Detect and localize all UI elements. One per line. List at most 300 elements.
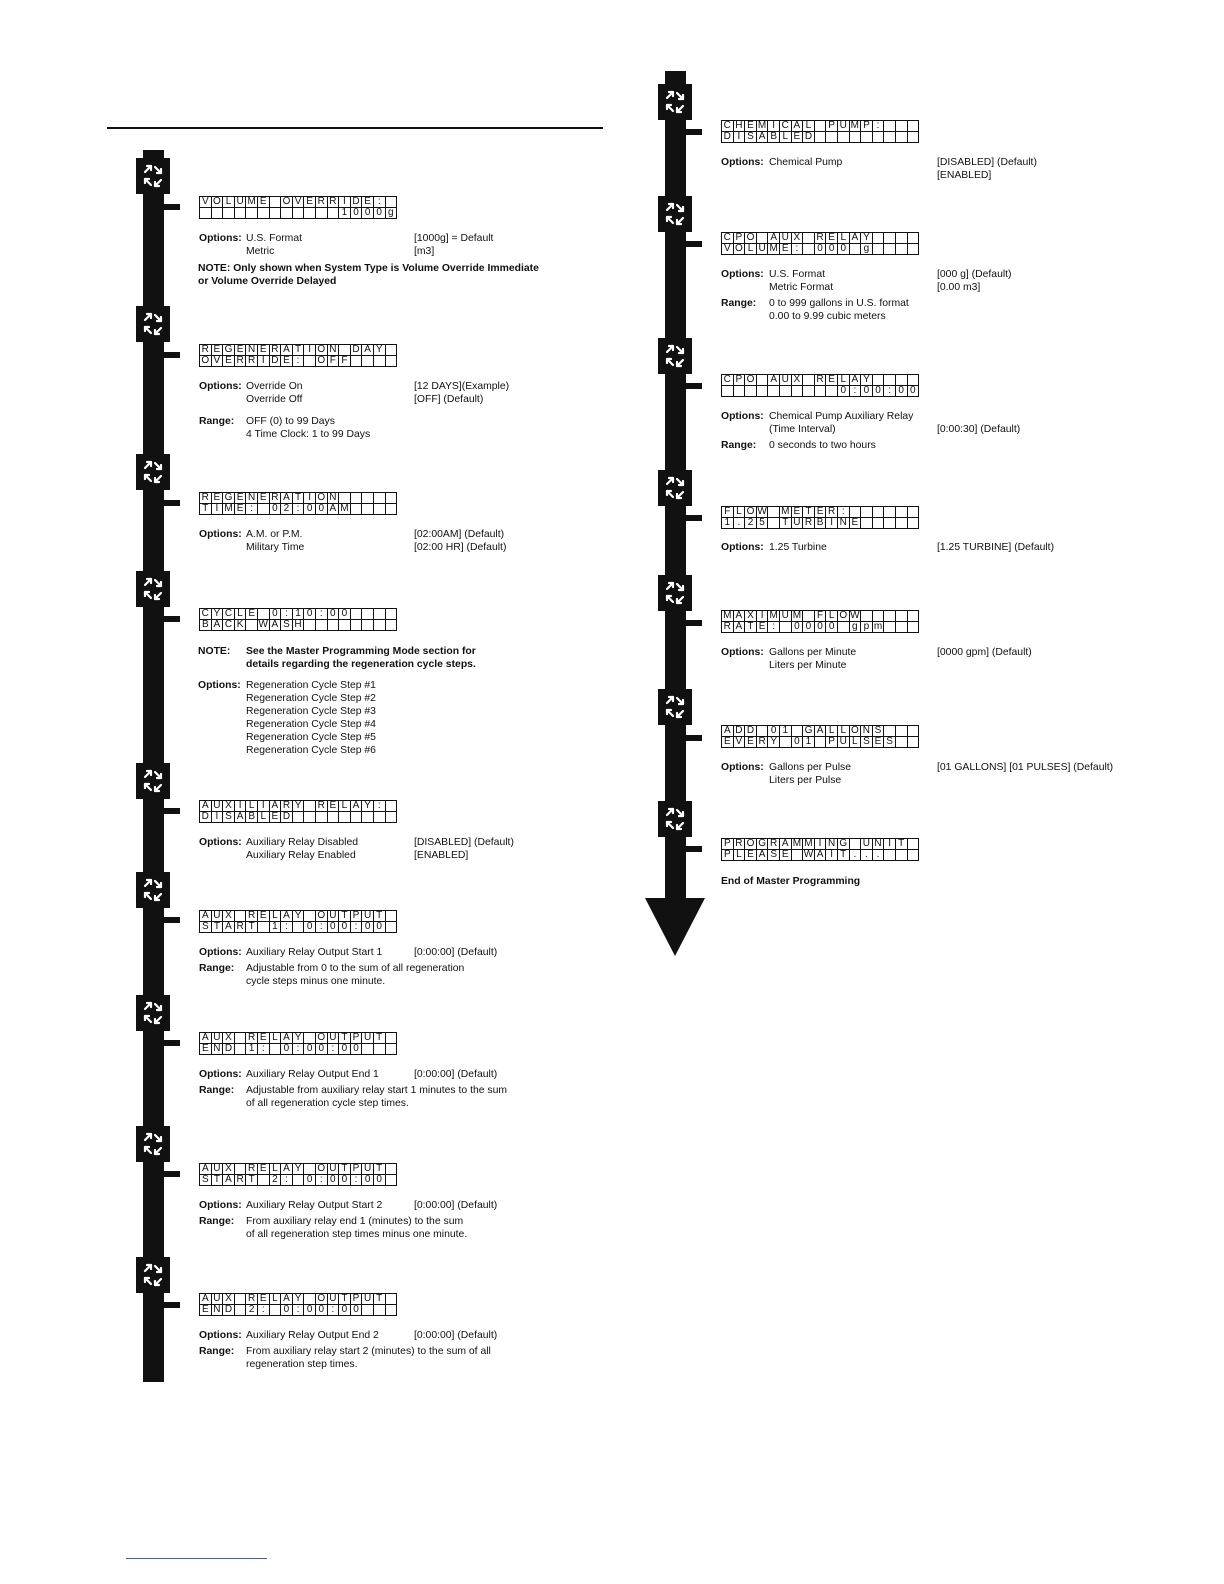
lcd-cell bbox=[385, 1294, 397, 1305]
lcd-cell bbox=[234, 1044, 246, 1055]
lcd-cell: E bbox=[234, 504, 246, 515]
lcd-cell bbox=[895, 850, 907, 861]
lcd-cell: U bbox=[362, 1033, 374, 1044]
lcd-cell bbox=[907, 244, 919, 255]
lcd-cell: T bbox=[292, 345, 304, 356]
lcd-cell: I bbox=[211, 812, 223, 823]
lcd-cell: B bbox=[814, 518, 826, 529]
range-text: OFF (0) to 99 Days bbox=[246, 416, 335, 427]
lcd-cell bbox=[362, 812, 374, 823]
lcd-cell: A bbox=[814, 726, 826, 737]
lcd-cell bbox=[884, 507, 896, 518]
lcd-cell: 0 bbox=[315, 1305, 327, 1316]
lcd-cell: E bbox=[257, 345, 269, 356]
lcd-cell: R bbox=[315, 197, 327, 208]
lcd-cell: W bbox=[757, 506, 767, 517]
lcd-cell: A bbox=[849, 233, 861, 244]
lcd-display bbox=[199, 1293, 397, 1316]
lcd-cell: Y bbox=[861, 233, 873, 244]
lcd-cell bbox=[362, 1305, 374, 1316]
option-item: Auxiliary Relay Disabled bbox=[246, 837, 359, 848]
lcd-row bbox=[200, 922, 397, 933]
lcd-cell bbox=[884, 244, 896, 255]
lcd-cell bbox=[907, 132, 919, 143]
lcd-cell: U bbox=[327, 1294, 339, 1305]
lcd-cell: T bbox=[339, 1033, 351, 1044]
lcd-cell bbox=[269, 1044, 281, 1055]
lcd-cell: S bbox=[768, 850, 780, 861]
lcd-cell bbox=[385, 1175, 397, 1186]
lcd-cell: R bbox=[234, 356, 246, 367]
lcd-cell: R bbox=[246, 1164, 258, 1175]
option-item: Gallons per Pulse bbox=[769, 762, 852, 773]
option-value: [1000g] = Default bbox=[414, 233, 494, 244]
lcd-cell: A bbox=[733, 622, 745, 633]
lcd-cell bbox=[791, 386, 803, 397]
option-item: U.S. Format bbox=[769, 269, 826, 280]
lcd-cell: U bbox=[362, 1294, 374, 1305]
lcd-cell: T bbox=[211, 1175, 223, 1186]
lcd-cell: L bbox=[837, 726, 849, 737]
lcd-cell: L bbox=[837, 375, 849, 386]
lcd-cell: 2 bbox=[281, 504, 293, 515]
lcd-cell: N bbox=[327, 493, 339, 504]
lcd-cell bbox=[373, 812, 385, 823]
range-label: Range: bbox=[721, 298, 757, 309]
option-value: [0:00:00] (Default) bbox=[414, 1069, 498, 1080]
lcd-cell: E bbox=[234, 493, 246, 504]
lcd-cell: P bbox=[733, 375, 745, 386]
lcd-cell: E bbox=[826, 233, 838, 244]
lcd-row bbox=[200, 1033, 397, 1044]
lcd-cell: D bbox=[223, 1305, 235, 1316]
lcd-row bbox=[200, 493, 397, 504]
lcd-cell: F bbox=[722, 507, 734, 518]
option-item: Military Time bbox=[246, 542, 305, 553]
lcd-cell: O bbox=[839, 610, 848, 621]
lcd-cell: A bbox=[756, 850, 768, 861]
lcd-cell: U bbox=[211, 1294, 223, 1305]
lcd-cell bbox=[362, 493, 374, 504]
lcd-cell bbox=[907, 611, 919, 622]
lcd-cell bbox=[373, 1044, 385, 1055]
lcd-cell: 1 bbox=[339, 208, 351, 219]
option-value: [0000 gpm] (Default) bbox=[937, 647, 1032, 658]
lcd-cell bbox=[884, 611, 896, 622]
lcd-cell bbox=[257, 609, 269, 620]
lcd-cell: G bbox=[839, 838, 848, 849]
lcd-cell: C bbox=[223, 609, 235, 620]
note-text: See the Master Programming Mode section for bbox=[246, 646, 476, 657]
lcd-cell: M bbox=[224, 503, 233, 514]
lcd-cell: : bbox=[768, 622, 780, 633]
lcd-row bbox=[200, 1294, 397, 1305]
lcd-cell: : bbox=[872, 121, 884, 132]
lcd-cell bbox=[895, 121, 907, 132]
lcd-cell bbox=[385, 1164, 397, 1175]
lcd-row bbox=[200, 504, 397, 515]
lcd-cell: p bbox=[861, 622, 873, 633]
lcd-cell: T bbox=[246, 922, 258, 933]
lcd-cell: : bbox=[292, 1305, 304, 1316]
lcd-cell: E bbox=[257, 1033, 269, 1044]
lcd-cell: Y bbox=[292, 1164, 304, 1175]
lcd-row bbox=[722, 244, 919, 255]
lcd-cell: E bbox=[223, 356, 235, 367]
lcd-cell bbox=[339, 812, 351, 823]
lcd-cell: Y bbox=[292, 801, 304, 812]
option-item: Regeneration Cycle Step #5 bbox=[246, 732, 376, 743]
cycle-arrows-icon bbox=[136, 454, 170, 490]
lcd-cell: : bbox=[315, 609, 327, 620]
lcd-cell: N bbox=[327, 345, 339, 356]
lcd-row bbox=[722, 737, 919, 748]
lcd-cell bbox=[362, 1044, 374, 1055]
lcd-cell: R bbox=[269, 493, 281, 504]
lcd-cell bbox=[385, 801, 397, 812]
option-item: Regeneration Cycle Step #1 bbox=[246, 680, 376, 691]
lcd-row bbox=[200, 208, 397, 219]
lcd-cell bbox=[373, 620, 385, 631]
lcd-cell bbox=[803, 386, 815, 397]
option-value: [0:00:00] (Default) bbox=[414, 1330, 498, 1341]
option-value: [12 DAYS](Example) bbox=[414, 381, 510, 392]
lcd-cell bbox=[327, 812, 339, 823]
option-item: Chemical Pump Auxiliary Relay bbox=[769, 411, 914, 422]
range-text: From auxiliary relay end 1 (minutes) to the sum bbox=[246, 1216, 464, 1227]
range-text: Adjustable from auxiliary relay start 1 minutes to the sum bbox=[246, 1085, 508, 1096]
lcd-cell: D bbox=[350, 197, 362, 208]
lcd-row bbox=[200, 812, 397, 823]
lcd-cell bbox=[756, 386, 768, 397]
options-label: Options: bbox=[199, 1069, 242, 1080]
lcd-display bbox=[199, 196, 397, 219]
lcd-cell bbox=[269, 197, 281, 208]
option-item: Regeneration Cycle Step #2 bbox=[246, 693, 376, 704]
lcd-cell bbox=[292, 812, 304, 823]
lcd-cell bbox=[350, 504, 362, 515]
lcd-cell: R bbox=[814, 233, 826, 244]
option-value: [DISABLED] (Default) bbox=[414, 837, 514, 848]
lcd-cell: 1 bbox=[779, 726, 791, 737]
lcd-cell: 0 bbox=[327, 1175, 339, 1186]
lcd-cell: P bbox=[722, 839, 734, 850]
lcd-row bbox=[722, 850, 919, 861]
lcd-cell bbox=[884, 518, 896, 529]
options-label: Options: bbox=[199, 529, 242, 540]
lcd-cell bbox=[304, 1033, 316, 1044]
lcd-cell: A bbox=[200, 1164, 212, 1175]
lcd-cell: D bbox=[803, 132, 815, 143]
lcd-cell: P bbox=[350, 911, 362, 922]
lcd-row bbox=[722, 518, 919, 529]
lcd-row bbox=[722, 233, 919, 244]
lcd-cell bbox=[385, 1033, 397, 1044]
lcd-cell: S bbox=[872, 726, 884, 737]
lcd-cell bbox=[257, 208, 269, 219]
lcd-cell bbox=[907, 622, 919, 633]
note-text: or Volume Override Delayed bbox=[198, 276, 337, 287]
lcd-cell bbox=[907, 375, 919, 386]
lcd-cell bbox=[849, 244, 861, 255]
lcd-row bbox=[200, 197, 397, 208]
lcd-cell: 2 bbox=[269, 1175, 281, 1186]
lcd-cell: : bbox=[257, 1044, 269, 1055]
lcd-cell: g bbox=[861, 244, 873, 255]
lcd-cell: R bbox=[200, 493, 212, 504]
lcd-cell: T bbox=[373, 1164, 385, 1175]
lcd-cell bbox=[234, 1305, 246, 1316]
lcd-cell: G bbox=[804, 725, 813, 736]
section-rule bbox=[107, 127, 603, 129]
cycle-arrows-icon bbox=[658, 338, 692, 374]
option-value: [0.00 m3] bbox=[937, 282, 981, 293]
range-text: 0 to 999 gallons in U.S. format bbox=[769, 298, 909, 309]
range-text: 0 seconds to two hours bbox=[769, 440, 876, 451]
lcd-cell: F bbox=[327, 356, 339, 367]
lcd-cell: I bbox=[211, 504, 223, 515]
lcd-cell: Y bbox=[292, 911, 304, 922]
lcd-cell: E bbox=[791, 132, 803, 143]
lcd-cell: R bbox=[281, 801, 293, 812]
lcd-cell bbox=[814, 737, 826, 748]
lcd-cell: U bbox=[327, 1033, 339, 1044]
lcd-cell: L bbox=[269, 1033, 281, 1044]
lcd-cell: O bbox=[735, 243, 743, 254]
lcd-cell: Y bbox=[362, 801, 374, 812]
lcd-row bbox=[200, 1044, 397, 1055]
lcd-cell bbox=[837, 132, 849, 143]
lcd-cell bbox=[257, 922, 269, 933]
lcd-cell: A bbox=[200, 801, 212, 812]
option-value: [m3] bbox=[414, 246, 435, 257]
lcd-cell bbox=[339, 345, 351, 356]
lcd-cell bbox=[385, 911, 397, 922]
lcd-cell: T bbox=[373, 1033, 385, 1044]
lcd-cell: O bbox=[746, 232, 755, 243]
option-item: 1.25 Turbine bbox=[769, 542, 827, 553]
range-text: of all regeneration step times minus one minute. bbox=[246, 1229, 468, 1240]
lcd-cell: I bbox=[826, 850, 838, 861]
lcd-cell: 0 bbox=[362, 922, 374, 933]
lcd-cell: T bbox=[837, 850, 849, 861]
range-label: Range: bbox=[199, 963, 235, 974]
lcd-cell bbox=[884, 132, 896, 143]
lcd-cell bbox=[269, 208, 281, 219]
step-connector bbox=[164, 1302, 180, 1308]
lcd-row bbox=[722, 386, 919, 397]
lcd-cell: P bbox=[350, 1164, 362, 1175]
lcd-cell: L bbox=[223, 197, 235, 208]
lcd-cell: E bbox=[791, 507, 803, 518]
lcd-cell bbox=[292, 208, 304, 219]
lcd-row bbox=[200, 911, 397, 922]
step-connector bbox=[686, 735, 702, 741]
cycle-arrows-icon bbox=[136, 872, 170, 908]
lcd-cell: M bbox=[850, 120, 859, 131]
lcd-cell: E bbox=[722, 737, 734, 748]
step-connector bbox=[164, 808, 180, 814]
lcd-display bbox=[199, 800, 397, 823]
option-value: [02:00AM] (Default) bbox=[414, 529, 505, 540]
lcd-cell: D bbox=[269, 356, 281, 367]
lcd-cell: . bbox=[849, 850, 861, 861]
lcd-cell: m bbox=[873, 621, 883, 632]
lcd-cell: 5 bbox=[756, 518, 768, 529]
lcd-cell bbox=[373, 609, 385, 620]
lcd-cell bbox=[895, 244, 907, 255]
lcd-cell bbox=[362, 504, 374, 515]
lcd-cell bbox=[803, 611, 815, 622]
lcd-cell: W bbox=[258, 619, 268, 630]
lcd-cell: : bbox=[350, 922, 362, 933]
lcd-cell: D bbox=[200, 812, 212, 823]
lcd-cell: E bbox=[826, 375, 838, 386]
lcd-cell: D bbox=[350, 345, 362, 356]
options-label: Options: bbox=[199, 381, 242, 392]
lcd-cell: 2 bbox=[246, 1305, 258, 1316]
lcd-cell: P bbox=[826, 121, 838, 132]
lcd-cell: N bbox=[246, 493, 258, 504]
options-label: Options: bbox=[721, 411, 764, 422]
lcd-cell: Y bbox=[292, 1294, 304, 1305]
lcd-cell: A bbox=[234, 812, 246, 823]
lcd-cell bbox=[292, 1175, 304, 1186]
option-item: Auxiliary Relay Output End 2 bbox=[246, 1330, 379, 1341]
lcd-cell: X bbox=[223, 1294, 235, 1305]
note-label: NOTE: bbox=[198, 646, 231, 657]
lcd-cell: A bbox=[849, 375, 861, 386]
lcd-cell: P bbox=[350, 1033, 362, 1044]
lcd-cell bbox=[385, 197, 397, 208]
lcd-cell: U bbox=[362, 911, 374, 922]
lcd-cell: 0 bbox=[872, 386, 884, 397]
lcd-cell bbox=[872, 375, 884, 386]
options-label: Options: bbox=[721, 269, 764, 280]
range-label: Range: bbox=[199, 1216, 235, 1227]
lcd-cell bbox=[339, 493, 351, 504]
lcd-cell: U bbox=[211, 911, 223, 922]
lcd-cell: . bbox=[733, 518, 745, 529]
option-value: [02:00 HR] (Default) bbox=[414, 542, 507, 553]
lcd-cell: C bbox=[722, 375, 734, 386]
lcd-cell: D bbox=[745, 726, 757, 737]
lcd-cell: A bbox=[223, 922, 235, 933]
lcd-cell: R bbox=[756, 737, 768, 748]
lcd-cell bbox=[234, 1033, 246, 1044]
lcd-cell: 0 bbox=[814, 244, 826, 255]
lcd-display bbox=[199, 344, 397, 367]
lcd-cell: E bbox=[779, 244, 791, 255]
lcd-cell: 0 bbox=[339, 1044, 351, 1055]
lcd-row bbox=[722, 726, 919, 737]
lcd-cell: E bbox=[281, 356, 293, 367]
step-connector bbox=[164, 1040, 180, 1046]
lcd-cell bbox=[211, 208, 223, 219]
lcd-cell bbox=[246, 208, 258, 219]
lcd-cell bbox=[373, 493, 385, 504]
lcd-row bbox=[722, 611, 919, 622]
lcd-cell: 0 bbox=[281, 1305, 293, 1316]
lcd-cell: L bbox=[779, 132, 791, 143]
lcd-cell bbox=[385, 620, 397, 631]
step-connector bbox=[164, 500, 180, 506]
lcd-cell bbox=[315, 812, 327, 823]
lcd-cell: E bbox=[246, 609, 258, 620]
lcd-display bbox=[199, 1032, 397, 1055]
lcd-cell: A bbox=[733, 611, 745, 622]
lcd-cell bbox=[803, 233, 815, 244]
lcd-cell bbox=[722, 386, 734, 397]
lcd-cell bbox=[350, 609, 362, 620]
lcd-cell: E bbox=[257, 1294, 269, 1305]
lcd-cell: O bbox=[746, 838, 755, 849]
lcd-display bbox=[199, 1163, 397, 1186]
lcd-cell: G bbox=[758, 838, 766, 849]
lcd-cell: N bbox=[861, 726, 873, 737]
lcd-cell bbox=[861, 132, 873, 143]
lcd-cell: D bbox=[281, 812, 293, 823]
lcd-cell: A bbox=[269, 620, 281, 631]
lcd-cell bbox=[362, 620, 374, 631]
lcd-cell: P bbox=[350, 1294, 362, 1305]
option-value: [1.25 TURBINE] (Default) bbox=[937, 542, 1055, 553]
lcd-cell: E bbox=[269, 812, 281, 823]
lcd-cell: 0 bbox=[362, 208, 374, 219]
lcd-cell bbox=[373, 356, 385, 367]
lcd-cell: 0 bbox=[269, 504, 281, 515]
lcd-cell: U bbox=[211, 1164, 223, 1175]
lcd-cell: T bbox=[803, 507, 815, 518]
lcd-cell: U bbox=[861, 839, 873, 850]
lcd-cell bbox=[861, 518, 873, 529]
lcd-cell: 0 bbox=[861, 386, 873, 397]
lcd-cell: S bbox=[745, 132, 757, 143]
lcd-cell: U bbox=[327, 911, 339, 922]
option-value: [OFF] (Default) bbox=[414, 394, 484, 405]
lcd-cell: A bbox=[281, 911, 293, 922]
lcd-display bbox=[199, 910, 397, 933]
lcd-cell bbox=[861, 507, 873, 518]
step-connector bbox=[686, 620, 702, 626]
lcd-cell: . bbox=[872, 850, 884, 861]
lcd-cell: C bbox=[722, 233, 734, 244]
lcd-cell: E bbox=[304, 197, 316, 208]
lcd-cell bbox=[849, 839, 861, 850]
lcd-cell bbox=[907, 726, 919, 737]
cycle-arrows-icon bbox=[658, 575, 692, 611]
lcd-cell bbox=[907, 233, 919, 244]
cycle-arrows-icon bbox=[658, 801, 692, 837]
lcd-cell: S bbox=[200, 1175, 212, 1186]
lcd-cell bbox=[257, 504, 269, 515]
lcd-cell: 0 bbox=[327, 922, 339, 933]
lcd-cell: : bbox=[281, 609, 293, 620]
step-connector bbox=[164, 352, 180, 358]
lcd-cell bbox=[872, 518, 884, 529]
lcd-cell bbox=[292, 922, 304, 933]
lcd-cell bbox=[304, 356, 316, 367]
lcd-cell: A bbox=[350, 801, 362, 812]
lcd-cell: 0 bbox=[304, 1305, 316, 1316]
lcd-cell: M bbox=[757, 120, 767, 131]
option-item: Regeneration Cycle Step #3 bbox=[246, 706, 376, 717]
lcd-cell: A bbox=[768, 375, 780, 386]
lcd-cell bbox=[872, 244, 884, 255]
step-connector bbox=[164, 616, 180, 622]
lcd-cell: 0 bbox=[826, 622, 838, 633]
lcd-cell: O bbox=[317, 1293, 326, 1304]
